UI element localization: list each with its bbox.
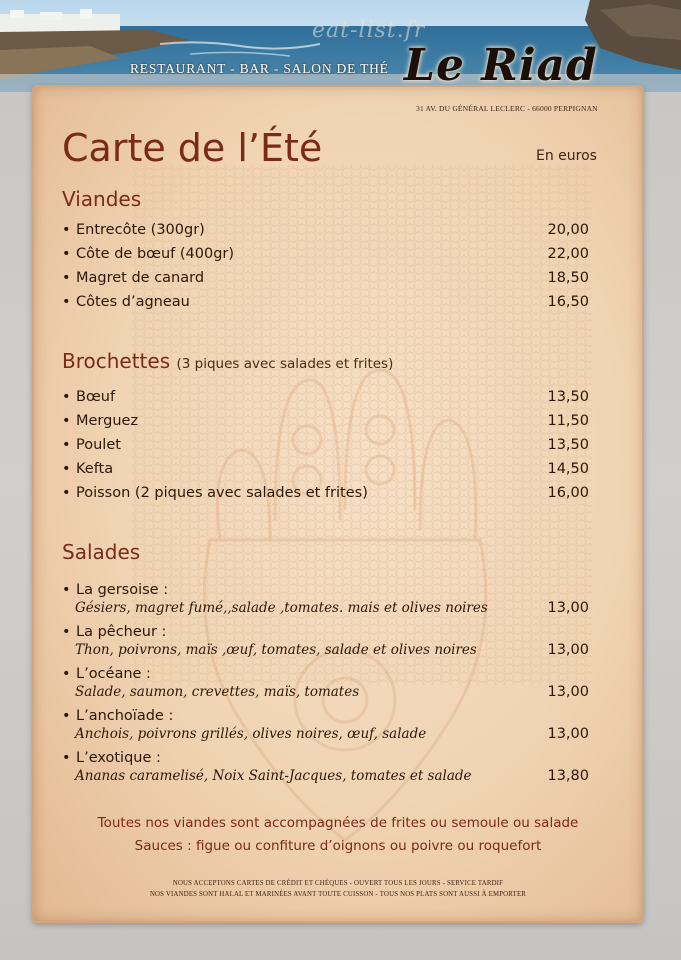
section-brochettes-heading bbox=[62, 349, 393, 373]
item-name: La pêcheur : bbox=[76, 624, 167, 640]
item-name: Entrecôte (300gr) bbox=[76, 222, 205, 238]
item-name: Magret de canard bbox=[76, 270, 205, 286]
item-price: 13,00 bbox=[547, 684, 589, 700]
item-description: Anchois, poivrons grillés, olives noires, œuf, salade bbox=[75, 726, 427, 742]
menu-item: • Côte de bœuf (400gr) bbox=[62, 246, 235, 262]
watermark-text: eat-list.fr bbox=[312, 18, 426, 43]
restaurant-address: 31 AV. DU GÉNÉRAL LECLERC - 66000 PERPIGNAN bbox=[416, 104, 598, 113]
menu-item: • Bœuf bbox=[62, 389, 116, 405]
item-name: Côtes d’agneau bbox=[76, 294, 190, 310]
footer-accompaniment-note: Toutes nos viandes sont accompagnées de frites ou semoule ou salade bbox=[97, 815, 579, 831]
section-brochettes-title: Brochettes bbox=[62, 349, 171, 373]
menu-item: • Entrecôte (300gr) bbox=[62, 222, 205, 238]
menu-item: • Côtes d’agneau bbox=[62, 294, 190, 310]
currency-note: En euros bbox=[536, 148, 597, 164]
item-name: L’exotique : bbox=[76, 750, 161, 766]
item-name: Merguez bbox=[76, 413, 139, 429]
item-name: Côte de bœuf (400gr) bbox=[76, 246, 235, 262]
item-description: Ananas caramelisé, Noix Saint-Jacques, tomates et salade bbox=[75, 768, 472, 784]
restaurant-logo: Le Riad bbox=[404, 40, 598, 91]
item-name: Poulet bbox=[76, 437, 121, 453]
footer-halal-info: NOS VIANDES SONT HALAL ET MARINÉES AVANT TOUTE CUISSON - TOUS NOS PLATS SONT AUSSI À EMPORTER bbox=[149, 891, 527, 898]
restaurant-tagline: RESTAURANT - BAR - SALON DE THÉ bbox=[130, 61, 389, 76]
section-viandes-heading: Viandes bbox=[62, 187, 142, 211]
section-brochettes-note: (3 piques avec salades et frites) bbox=[176, 356, 394, 372]
menu-item: • Kefta bbox=[62, 461, 114, 477]
item-price: 13,00 bbox=[547, 642, 589, 658]
item-description: Thon, poivrons, maïs ,œuf, tomates, salade et olives noires bbox=[75, 642, 477, 658]
item-price: 20,00 bbox=[547, 222, 589, 238]
menu-item: • Poulet bbox=[62, 437, 121, 453]
menu-item: • Poisson (2 piques avec salades et frites) bbox=[62, 485, 368, 501]
menu-item: • L’anchoïade : bbox=[62, 708, 174, 724]
footer-sauces-note: Sauces : figue ou confiture d’oignons ou poivre ou roquefort bbox=[134, 838, 542, 854]
item-price: 13,00 bbox=[547, 726, 589, 742]
item-price: 18,50 bbox=[547, 270, 589, 286]
item-name: L’océane : bbox=[76, 666, 151, 682]
item-name: Bœuf bbox=[76, 389, 116, 405]
item-name: La gersoise : bbox=[76, 582, 169, 598]
item-price: 11,50 bbox=[547, 413, 589, 429]
item-price: 16,00 bbox=[547, 485, 589, 501]
menu-item: • L’exotique : bbox=[62, 750, 161, 766]
footer-payment-info: NOUS ACCEPTONS CARTES DE CRÉDIT ET CHÈQUES - OUVERT TOUS LES JOURS - SERVICE TARDIF bbox=[172, 880, 504, 887]
menu-item: • La pêcheur : bbox=[62, 624, 167, 640]
item-name: L’anchoïade : bbox=[76, 708, 174, 724]
menu-title: Carte de l’Été bbox=[62, 126, 323, 170]
item-description: Gésiers, magret fumé,,salade ,tomates. mais et olives noires bbox=[75, 600, 488, 616]
item-price: 13,50 bbox=[547, 437, 589, 453]
menu-item: • Magret de canard bbox=[62, 270, 205, 286]
menu-item: • La gersoise : bbox=[62, 582, 169, 598]
item-price: 22,00 bbox=[547, 246, 589, 262]
menu-item: • L’océane : bbox=[62, 666, 151, 682]
item-price: 13,00 bbox=[547, 600, 589, 616]
item-price: 16,50 bbox=[547, 294, 589, 310]
menu-item: • Merguez bbox=[62, 413, 139, 429]
item-description: Salade, saumon, crevettes, maïs, tomates bbox=[75, 684, 360, 700]
item-name: Poisson (2 piques avec salades et frites) bbox=[76, 485, 368, 501]
section-salades-heading: Salades bbox=[62, 540, 141, 564]
item-price: 14,50 bbox=[547, 461, 589, 477]
item-name: Kefta bbox=[76, 461, 114, 477]
item-price: 13,50 bbox=[547, 389, 589, 405]
item-price: 13,80 bbox=[547, 768, 589, 784]
